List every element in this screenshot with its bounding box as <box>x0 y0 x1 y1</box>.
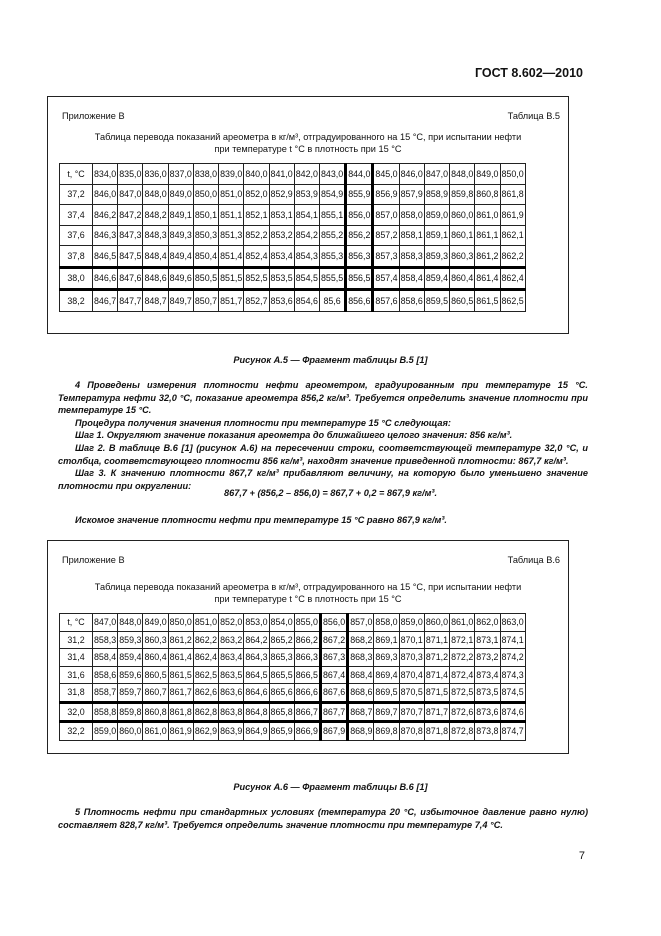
table-cell: 861,9 <box>168 722 193 741</box>
table-cell: 853,6 <box>269 290 294 312</box>
table-cell: 847,0 <box>118 184 143 205</box>
table-cell: 847,3 <box>118 225 143 246</box>
table-cell: 851,4 <box>219 246 244 268</box>
table-cell: 865,6 <box>269 684 294 703</box>
table-row <box>60 246 526 268</box>
figure-a6-caption: Рисунок А.6 — Фрагмент таблицы В.6 [1] <box>233 782 428 792</box>
table-number: Таблица В.5 <box>507 111 560 121</box>
table-number: Таблица В.6 <box>507 555 560 565</box>
table-cell: 848,2 <box>143 205 168 226</box>
table-cell: 846,0 <box>399 164 424 185</box>
table-cell: 861,9 <box>500 205 525 226</box>
table-cell: 869,1 <box>374 631 399 649</box>
table-cell: 854,3 <box>294 246 319 268</box>
table-cell: 858,9 <box>424 184 449 205</box>
table-cell: 860,0 <box>424 614 449 632</box>
procedure-intro: Процедура получения значения плотности при температуре 15 °С следующая: <box>75 417 451 428</box>
table-cell: 866,2 <box>294 631 320 649</box>
table-cell: 870,7 <box>399 702 424 722</box>
table-cell: 872,2 <box>450 649 475 667</box>
table-cell: 865,8 <box>269 702 294 722</box>
table-cell: 853,9 <box>294 184 319 205</box>
table-cell-temperature: 38,0 <box>60 267 93 290</box>
table-cell: 858,0 <box>399 205 424 226</box>
table-cell: 854,1 <box>294 205 319 226</box>
table-cell: 874,5 <box>500 684 525 703</box>
table-cell: 856,6 <box>346 290 373 312</box>
table-cell: 863,9 <box>219 722 244 741</box>
table-cell: 848,3 <box>143 225 168 246</box>
table-cell: 846,0 <box>93 184 118 205</box>
table-row <box>60 631 526 649</box>
table-cell: 846,6 <box>93 267 118 290</box>
table-caption-line1: Таблица перевода показаний ареометра в кг/м³, отградуированного на 15 °С, при испытании нефти <box>94 582 522 592</box>
table-cell: 856,5 <box>346 267 373 290</box>
paragraph-4 <box>58 379 588 492</box>
table-cell-temperature: 37,8 <box>60 246 93 268</box>
table-cell: 861,2 <box>168 631 193 649</box>
step-1: Шаг 1. Округляют значение показания ареометра до ближайшего целого значения: 856 кг/м³. <box>75 430 513 441</box>
table-cell: 874,3 <box>500 666 525 684</box>
table-cell: 861,1 <box>475 225 500 246</box>
table-cell: 863,5 <box>219 666 244 684</box>
table-row <box>60 290 526 312</box>
table-cell: 863,2 <box>219 631 244 649</box>
table-cell: 854,5 <box>294 267 319 290</box>
table-cell: 871,5 <box>424 684 449 703</box>
table-cell: 858,4 <box>93 649 118 667</box>
table-cell: 851,0 <box>193 614 218 632</box>
table-cell: 859,8 <box>450 184 475 205</box>
table-cell: 848,6 <box>143 267 168 290</box>
figure-a5-box <box>47 96 569 334</box>
table-cell: 865,2 <box>269 631 294 649</box>
table-caption-line2: при температуре t °С в плотность при 15 °С <box>214 594 402 604</box>
table-cell: 873,2 <box>475 649 500 667</box>
table-cell: 873,8 <box>475 722 500 741</box>
table-cell: 852,9 <box>269 184 294 205</box>
table-cell: 854,6 <box>294 290 319 312</box>
table-cell: 857,3 <box>373 246 399 268</box>
table-cell: 863,4 <box>219 649 244 667</box>
table-cell: 854,0 <box>269 614 294 632</box>
table-cell: 862,9 <box>193 722 218 741</box>
figure-a6-box <box>47 540 569 754</box>
table-cell: 860,5 <box>450 290 475 312</box>
table-cell: 859,8 <box>118 702 143 722</box>
table-row <box>60 684 526 703</box>
table-cell: 864,5 <box>244 666 269 684</box>
table-cell: 866,7 <box>294 702 320 722</box>
table-cell: 861,2 <box>475 246 500 268</box>
table-cell-temperature: 31,2 <box>60 631 93 649</box>
table-cell: 843,0 <box>319 164 345 185</box>
table-cell: 859,7 <box>118 684 143 703</box>
table-cell: 869,5 <box>374 684 399 703</box>
table-cell: 863,8 <box>219 702 244 722</box>
table-cell: 854,9 <box>319 184 345 205</box>
table-cell: 873,5 <box>475 684 500 703</box>
table-cell: 865,3 <box>269 649 294 667</box>
table-cell: 871,1 <box>424 631 449 649</box>
table-cell: 836,0 <box>143 164 168 185</box>
table-cell: 847,0 <box>424 164 449 185</box>
table-cell: 866,3 <box>294 649 320 667</box>
table-cell: 860,1 <box>450 225 475 246</box>
table-cell: 869,8 <box>374 722 399 741</box>
figure-a5-caption: Рисунок А.5 — Фрагмент таблицы В.5 [1] <box>233 355 428 365</box>
table-cell: 853,2 <box>269 225 294 246</box>
table-cell: 850,1 <box>193 205 218 226</box>
table-cell: 838,0 <box>193 164 218 185</box>
table-cell: 849,6 <box>168 267 193 290</box>
table-cell: 870,4 <box>399 666 424 684</box>
table-cell: 867,2 <box>320 631 347 649</box>
table-cell: 864,6 <box>244 684 269 703</box>
table-row <box>60 267 526 290</box>
table-cell: 862,0 <box>475 614 500 632</box>
table-cell: 869,3 <box>374 649 399 667</box>
table-cell: 850,5 <box>193 267 218 290</box>
table-cell: 873,6 <box>475 702 500 722</box>
table-cell: 846,2 <box>93 205 118 226</box>
table-cell: 872,8 <box>450 722 475 741</box>
table-cell: 872,6 <box>450 702 475 722</box>
table-cell: 874,1 <box>500 631 525 649</box>
table-cell-temperature: 31,6 <box>60 666 93 684</box>
table-cell: 849,4 <box>168 246 193 268</box>
table-caption <box>48 581 568 605</box>
table-cell: 851,3 <box>219 225 244 246</box>
table-cell: 845,0 <box>373 164 399 185</box>
table-cell: 871,4 <box>424 666 449 684</box>
table-cell: 847,6 <box>118 267 143 290</box>
result-paragraph <box>58 514 588 527</box>
table-cell: 860,5 <box>143 666 168 684</box>
paragraph-4-text: 4 Проведены измерения плотности нефти ареометром, градуированным при температуре 15 °С. Температура нефти 32,0 °С, показание ареометра 856,2 кг/м³. Требуется определить значение плотности при температуре 15 °С. <box>58 380 588 416</box>
table-cell: 852,2 <box>244 225 269 246</box>
table-cell: 860,8 <box>475 184 500 205</box>
table-cell: 862,2 <box>500 246 525 268</box>
table-cell-temperature: t, °С <box>60 614 93 632</box>
table-cell: 842,0 <box>294 164 319 185</box>
table-cell: 860,0 <box>118 722 143 741</box>
table-cell: 853,0 <box>244 614 269 632</box>
table-cell: 873,1 <box>475 631 500 649</box>
table-cell: 846,7 <box>93 290 118 312</box>
result-text: Искомое значение плотности нефти при температуре 15 °С равно 867,9 кг/м³. <box>75 515 447 525</box>
table-cell: 862,8 <box>193 702 218 722</box>
table-cell: 850,0 <box>193 184 218 205</box>
table-cell: 847,7 <box>118 290 143 312</box>
table-cell: 850,4 <box>193 246 218 268</box>
table-cell: 858,1 <box>399 225 424 246</box>
table-cell: 852,5 <box>244 267 269 290</box>
table-cell: 867,7 <box>320 702 347 722</box>
density-table-b5 <box>59 163 526 312</box>
table-cell: 862,5 <box>193 666 218 684</box>
table-cell: 848,0 <box>118 614 143 632</box>
table-cell: 851,1 <box>219 205 244 226</box>
table-cell: 871,2 <box>424 649 449 667</box>
table-cell: 868,2 <box>348 631 374 649</box>
table-cell: 855,9 <box>346 184 373 205</box>
table-cell: 858,6 <box>93 666 118 684</box>
table-cell: 855,2 <box>319 225 345 246</box>
table-cell: 861,8 <box>500 184 525 205</box>
table-cell: 871,7 <box>424 702 449 722</box>
table-cell: 863,6 <box>219 684 244 703</box>
table-cell: 850,0 <box>168 614 193 632</box>
table-cell: 848,0 <box>450 164 475 185</box>
appendix-label: Приложение В <box>62 555 125 565</box>
table-cell: 839,0 <box>219 164 244 185</box>
table-cell: 874,6 <box>500 702 525 722</box>
table-cell: 851,5 <box>219 267 244 290</box>
table-cell: 860,3 <box>450 246 475 268</box>
table-cell: 856,2 <box>346 225 373 246</box>
table-header-row <box>60 614 526 632</box>
table-caption-line2: при температуре t °С в плотность при 15 °С <box>214 144 402 154</box>
table-cell: 848,7 <box>143 290 168 312</box>
table-cell-temperature: 37,6 <box>60 225 93 246</box>
table-cell: 861,4 <box>475 267 500 290</box>
table-cell: 866,9 <box>294 722 320 741</box>
table-cell: 872,1 <box>450 631 475 649</box>
table-cell: 849,3 <box>168 225 193 246</box>
table-caption-line1: Таблица перевода показаний ареометра в кг/м³, отградуированного на 15 °С, при испытании нефти <box>94 132 522 142</box>
table-cell: 861,8 <box>168 702 193 722</box>
table-cell: 852,0 <box>244 184 269 205</box>
table-cell: 867,3 <box>320 649 347 667</box>
table-cell: 866,5 <box>294 666 320 684</box>
table-cell: 852,0 <box>219 614 244 632</box>
table-cell: 868,4 <box>348 666 374 684</box>
table-cell: 861,0 <box>143 722 168 741</box>
table-row <box>60 225 526 246</box>
table-cell: 846,5 <box>93 246 118 268</box>
table-cell: 859,0 <box>424 205 449 226</box>
table-cell: 860,3 <box>143 631 168 649</box>
table-cell: 864,3 <box>244 649 269 667</box>
table-cell: 858,3 <box>93 631 118 649</box>
table-cell: 868,3 <box>348 649 374 667</box>
table-cell: 850,3 <box>193 225 218 246</box>
table-cell: 856,9 <box>373 184 399 205</box>
table-cell: 872,4 <box>450 666 475 684</box>
table-cell: 865,9 <box>269 722 294 741</box>
table-cell: 864,2 <box>244 631 269 649</box>
table-cell: 857,0 <box>373 205 399 226</box>
table-cell: 847,2 <box>118 205 143 226</box>
table-cell: 857,0 <box>348 614 374 632</box>
table-cell-temperature: 31,4 <box>60 649 93 667</box>
table-cell: 862,4 <box>193 649 218 667</box>
table-cell: 849,0 <box>143 614 168 632</box>
table-cell: 861,7 <box>168 684 193 703</box>
page-number: 7 <box>578 850 585 862</box>
table-cell: 859,4 <box>118 649 143 667</box>
table-cell-temperature: 37,4 <box>60 205 93 226</box>
table-cell-temperature: 38,2 <box>60 290 93 312</box>
table-cell: 852,7 <box>244 290 269 312</box>
step-2: Шаг 2. В таблице В.6 [1] (рисунок А.6) на пересечении строки, соответствующей температуре 32,0 °С, и столбца, соответствующего плотности 856 кг/м³, находят значение приведенной плотности: 867,7 кг/м³. <box>58 442 588 466</box>
table-cell: 851,7 <box>219 290 244 312</box>
table-cell: 860,0 <box>450 205 475 226</box>
table-cell: 851,0 <box>219 184 244 205</box>
table-cell: 852,4 <box>244 246 269 268</box>
table-cell: 871,8 <box>424 722 449 741</box>
table-cell: 854,2 <box>294 225 319 246</box>
table-cell: 856,3 <box>346 246 373 268</box>
table-cell: 859,6 <box>118 666 143 684</box>
table-cell: 858,6 <box>399 290 424 312</box>
table-cell: 870,1 <box>399 631 424 649</box>
table-cell: 849,0 <box>475 164 500 185</box>
table-cell: 867,4 <box>320 666 347 684</box>
table-row <box>60 184 526 205</box>
table-cell: 857,2 <box>373 225 399 246</box>
table-cell: 869,7 <box>374 702 399 722</box>
table-cell: 867,6 <box>320 684 347 703</box>
table-cell: 868,6 <box>348 684 374 703</box>
table-cell: 858,8 <box>93 702 118 722</box>
table-cell: 848,0 <box>143 184 168 205</box>
table-cell: 849,7 <box>168 290 193 312</box>
table-cell: 859,0 <box>93 722 118 741</box>
table-row <box>60 722 526 741</box>
table-cell: 856,0 <box>320 614 347 632</box>
table-cell: 865,5 <box>269 666 294 684</box>
table-cell: 858,0 <box>374 614 399 632</box>
table-cell: 853,5 <box>269 267 294 290</box>
table-cell: 847,0 <box>93 614 118 632</box>
table-cell: 850,7 <box>193 290 218 312</box>
table-cell: 869,4 <box>374 666 399 684</box>
table-row <box>60 649 526 667</box>
table-cell: 861,5 <box>475 290 500 312</box>
table-cell: 855,1 <box>319 205 345 226</box>
table-cell: 859,3 <box>118 631 143 649</box>
table-cell: 858,4 <box>399 267 424 290</box>
table-cell: 837,0 <box>168 164 193 185</box>
table-cell-temperature: 32,2 <box>60 722 93 741</box>
table-cell: 861,4 <box>168 649 193 667</box>
table-cell: 840,0 <box>244 164 269 185</box>
table-cell: 857,6 <box>373 290 399 312</box>
table-cell: 862,5 <box>500 290 525 312</box>
table-cell: 853,1 <box>269 205 294 226</box>
table-cell: 853,4 <box>269 246 294 268</box>
table-cell: 841,0 <box>269 164 294 185</box>
table-cell: 859,0 <box>399 614 424 632</box>
table-cell: 873,4 <box>475 666 500 684</box>
table-cell-temperature: 37,2 <box>60 184 93 205</box>
table-cell: 870,3 <box>399 649 424 667</box>
table-cell: 85,6 <box>319 290 345 312</box>
table-cell: 874,2 <box>500 649 525 667</box>
table-cell: 868,9 <box>348 722 374 741</box>
table-cell: 847,5 <box>118 246 143 268</box>
table-cell: 862,4 <box>500 267 525 290</box>
table-cell: 874,7 <box>500 722 525 741</box>
table-cell: 857,4 <box>373 267 399 290</box>
table-cell: 859,5 <box>424 290 449 312</box>
table-caption <box>48 131 568 155</box>
table-cell-temperature: t, °С <box>60 164 93 185</box>
table-cell: 859,3 <box>424 246 449 268</box>
table-cell: 870,5 <box>399 684 424 703</box>
table-cell: 862,2 <box>193 631 218 649</box>
table-cell: 861,5 <box>168 666 193 684</box>
table-cell: 834,0 <box>93 164 118 185</box>
table-header-row <box>60 164 526 185</box>
appendix-label: Приложение В <box>62 111 125 121</box>
table-cell: 855,0 <box>294 614 320 632</box>
table-cell: 849,1 <box>168 205 193 226</box>
table-cell: 861,0 <box>450 614 475 632</box>
table-cell: 859,4 <box>424 267 449 290</box>
table-cell: 850,0 <box>500 164 525 185</box>
table-cell: 852,1 <box>244 205 269 226</box>
paragraph-5 <box>58 806 588 831</box>
table-cell: 856,0 <box>346 205 373 226</box>
table-row <box>60 702 526 722</box>
table-cell: 867,9 <box>320 722 347 741</box>
table-cell: 848,4 <box>143 246 168 268</box>
paragraph-5-text: 5 Плотность нефти при стандартных условиях (температура 20 °С, избыточное давление равно нулю) составляет 828,7 кг/м³. Требуется определить значение плотности при температуре 7,4 °С. <box>58 807 588 830</box>
table-cell-temperature: 31,8 <box>60 684 93 703</box>
table-cell: 861,0 <box>475 205 500 226</box>
table-cell: 858,7 <box>93 684 118 703</box>
table-cell: 864,9 <box>244 722 269 741</box>
table-row <box>60 205 526 226</box>
table-cell: 860,4 <box>450 267 475 290</box>
table-cell: 868,7 <box>348 702 374 722</box>
step-3: Шаг 3. К значению плотности 867,7 кг/м³ прибавляют величину, на которую было уменьшено значение плотности при округлении: <box>58 468 588 491</box>
table-cell: 866,6 <box>294 684 320 703</box>
density-table-b6 <box>59 613 526 741</box>
table-cell: 862,1 <box>500 225 525 246</box>
standard-number: ГОСТ 8.602—2010 <box>474 66 583 80</box>
table-cell: 872,5 <box>450 684 475 703</box>
table-cell: 846,3 <box>93 225 118 246</box>
table-cell: 859,1 <box>424 225 449 246</box>
table-cell: 860,4 <box>143 649 168 667</box>
table-cell-temperature: 32,0 <box>60 702 93 722</box>
table-cell: 857,9 <box>399 184 424 205</box>
table-cell: 835,0 <box>118 164 143 185</box>
table-cell: 844,0 <box>346 164 373 185</box>
table-cell: 855,5 <box>319 267 345 290</box>
table-cell: 858,3 <box>399 246 424 268</box>
table-cell: 862,6 <box>193 684 218 703</box>
table-cell: 870,8 <box>399 722 424 741</box>
table-cell: 855,3 <box>319 246 345 268</box>
table-cell: 860,8 <box>143 702 168 722</box>
formula: 867,7 + (856,2 – 856,0) = 867,7 + 0,2 = 867,9 кг/м³. <box>223 488 438 498</box>
table-row <box>60 666 526 684</box>
table-cell: 860,7 <box>143 684 168 703</box>
table-cell: 863,0 <box>500 614 525 632</box>
table-cell: 849,0 <box>168 184 193 205</box>
table-cell: 864,8 <box>244 702 269 722</box>
